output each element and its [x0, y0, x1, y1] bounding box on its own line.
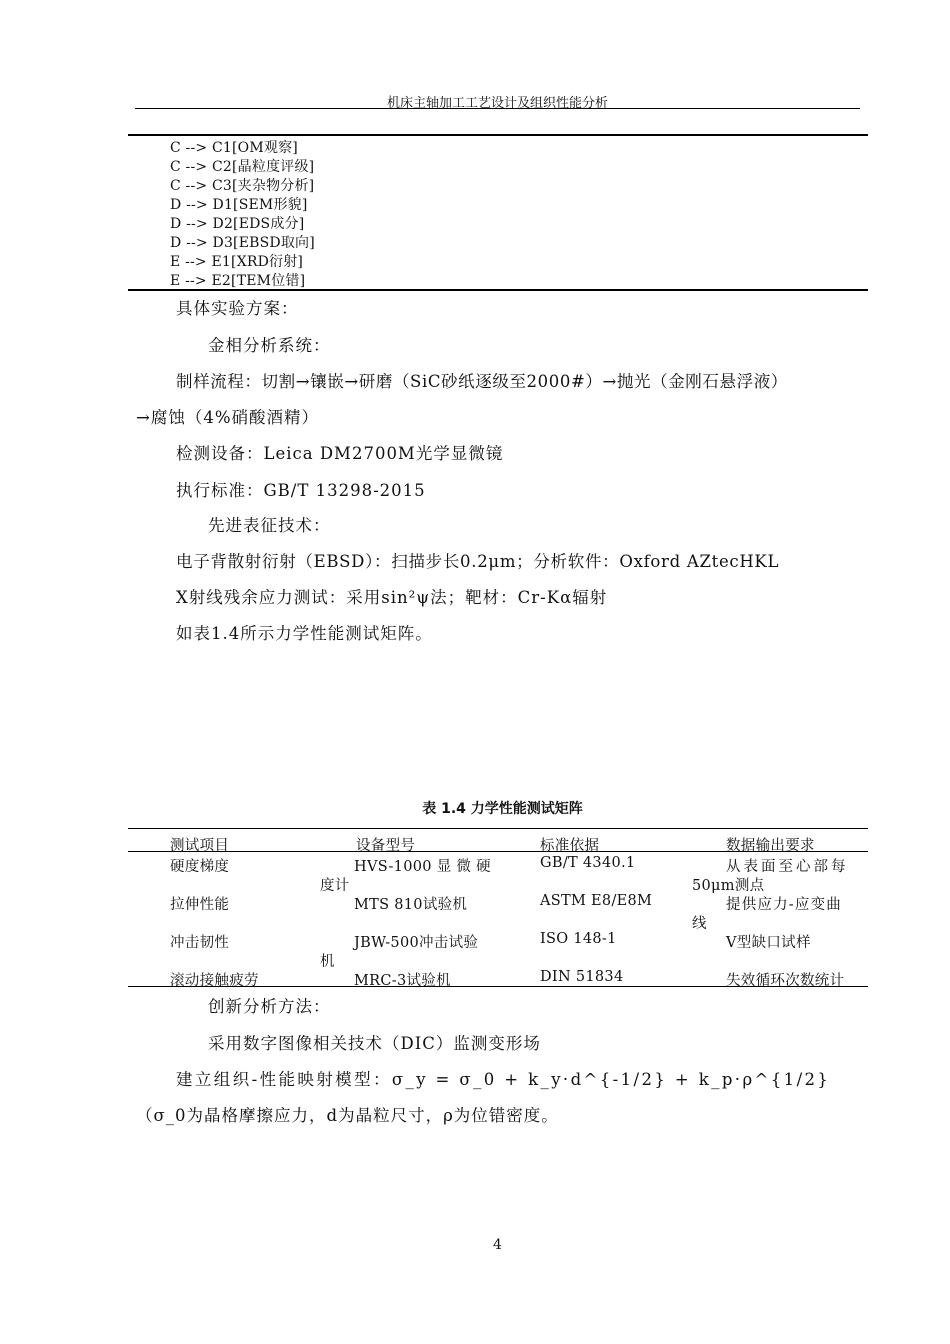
code-line: D --> D3[EBSD取向] — [170, 235, 315, 251]
table-cell-standard: DIN 51834 — [540, 969, 624, 985]
code-line: C --> C3[夹杂物分析] — [170, 178, 315, 194]
table-cell-output: V型缺口试样 — [726, 935, 811, 951]
innovation-heading: 创新分析方法： — [208, 997, 331, 1016]
table-cell-standard: GB/T 4340.1 — [540, 855, 636, 871]
code-block-bottom-rule — [128, 289, 868, 291]
table-cell-equipment: MTS 810试验机 — [354, 897, 468, 913]
code-block-top-rule — [128, 134, 868, 136]
code-line: E --> E2[TEM位错] — [170, 273, 306, 289]
table-cell-standard: ISO 148-1 — [540, 931, 617, 947]
table-cell-equipment-wrap: 机 — [320, 954, 335, 970]
table-cell-standard: ASTM E8/E8M — [540, 893, 653, 909]
table-bottom-rule — [128, 986, 868, 987]
table-header-cell: 设备型号 — [356, 838, 416, 854]
table-cell-item: 滚动接触疲劳 — [170, 973, 259, 989]
code-line: C --> C1[OM观察] — [170, 140, 298, 156]
header-rule — [135, 108, 860, 109]
advanced-heading: 先进表征技术： — [208, 516, 331, 535]
plan-heading: 具体实验方案： — [176, 299, 299, 318]
table-intro: 如表1.4所示力学性能测试矩阵。 — [176, 624, 433, 643]
code-line: E --> E1[XRD衍射] — [170, 254, 304, 270]
table-caption: 表 1.4 力学性能测试矩阵 — [422, 801, 583, 817]
metallography-heading: 金相分析系统： — [208, 336, 331, 355]
table-cell-output: 从表面至心部每 — [726, 859, 849, 875]
code-line: D --> D1[SEM形貌] — [170, 197, 308, 213]
page-number: 4 — [493, 1237, 502, 1253]
table-cell-output: 提供应力-应变曲 — [726, 897, 842, 913]
code-line: C --> C2[晶粒度评级] — [170, 159, 315, 175]
prep-process-line1: 制样流程：切割→镶嵌→研磨（SiC砂纸逐级至2000#）→抛光（金刚石悬浮液） — [176, 372, 788, 391]
table-cell-output: 失效循环次数统计 — [726, 973, 845, 989]
table-cell-item: 拉伸性能 — [170, 897, 230, 913]
running-header: 机床主轴加工工艺设计及组织性能分析 — [386, 96, 608, 111]
equipment-line: 检测设备：Leica DM2700M光学显微镜 — [176, 444, 504, 463]
table-cell-item: 冲击韧性 — [170, 935, 230, 951]
table-cell-item: 硬度梯度 — [170, 859, 230, 875]
table-header-rule — [128, 851, 868, 852]
table-cell-equipment: MRC-3试验机 — [354, 973, 451, 989]
model-line2: （σ_0为晶格摩擦应力，d为晶粒尺寸，ρ为位错密度。 — [136, 1106, 559, 1125]
table-cell-equipment: HVS-1000 显 微 硬 — [354, 859, 491, 875]
table-cell-output-wrap: 50μm测点 — [692, 878, 765, 894]
model-line1: 建立组织-性能映射模型：σ_y = σ_0 + k_y·d^{-1/2} + k_p·ρ^{1/2} — [176, 1070, 831, 1089]
table-header-cell: 数据输出要求 — [726, 838, 815, 854]
table-header-cell: 测试项目 — [170, 838, 230, 854]
table-top-rule — [128, 828, 868, 829]
table-cell-equipment-wrap: 度计 — [320, 878, 350, 894]
code-line: D --> D2[EDS成分] — [170, 216, 305, 232]
dic-line: 采用数字图像相关技术（DIC）监测变形场 — [208, 1034, 541, 1053]
table-cell-output-wrap: 线 — [692, 916, 707, 932]
standard-line: 执行标准：GB/T 13298-2015 — [176, 481, 426, 500]
ebsd-line: 电子背散射衍射（EBSD）：扫描步长0.2μm；分析软件：Oxford AZtecHKL — [176, 552, 780, 571]
xrd-line: X射线残余应力测试：采用sin²ψ法；靶材：Cr-Kα辐射 — [176, 588, 608, 607]
table-cell-equipment: JBW-500冲击试验 — [354, 935, 479, 951]
table-header-cell: 标准依据 — [540, 838, 600, 854]
prep-process-line2: →腐蚀（4%硝酸酒精） — [136, 408, 320, 427]
